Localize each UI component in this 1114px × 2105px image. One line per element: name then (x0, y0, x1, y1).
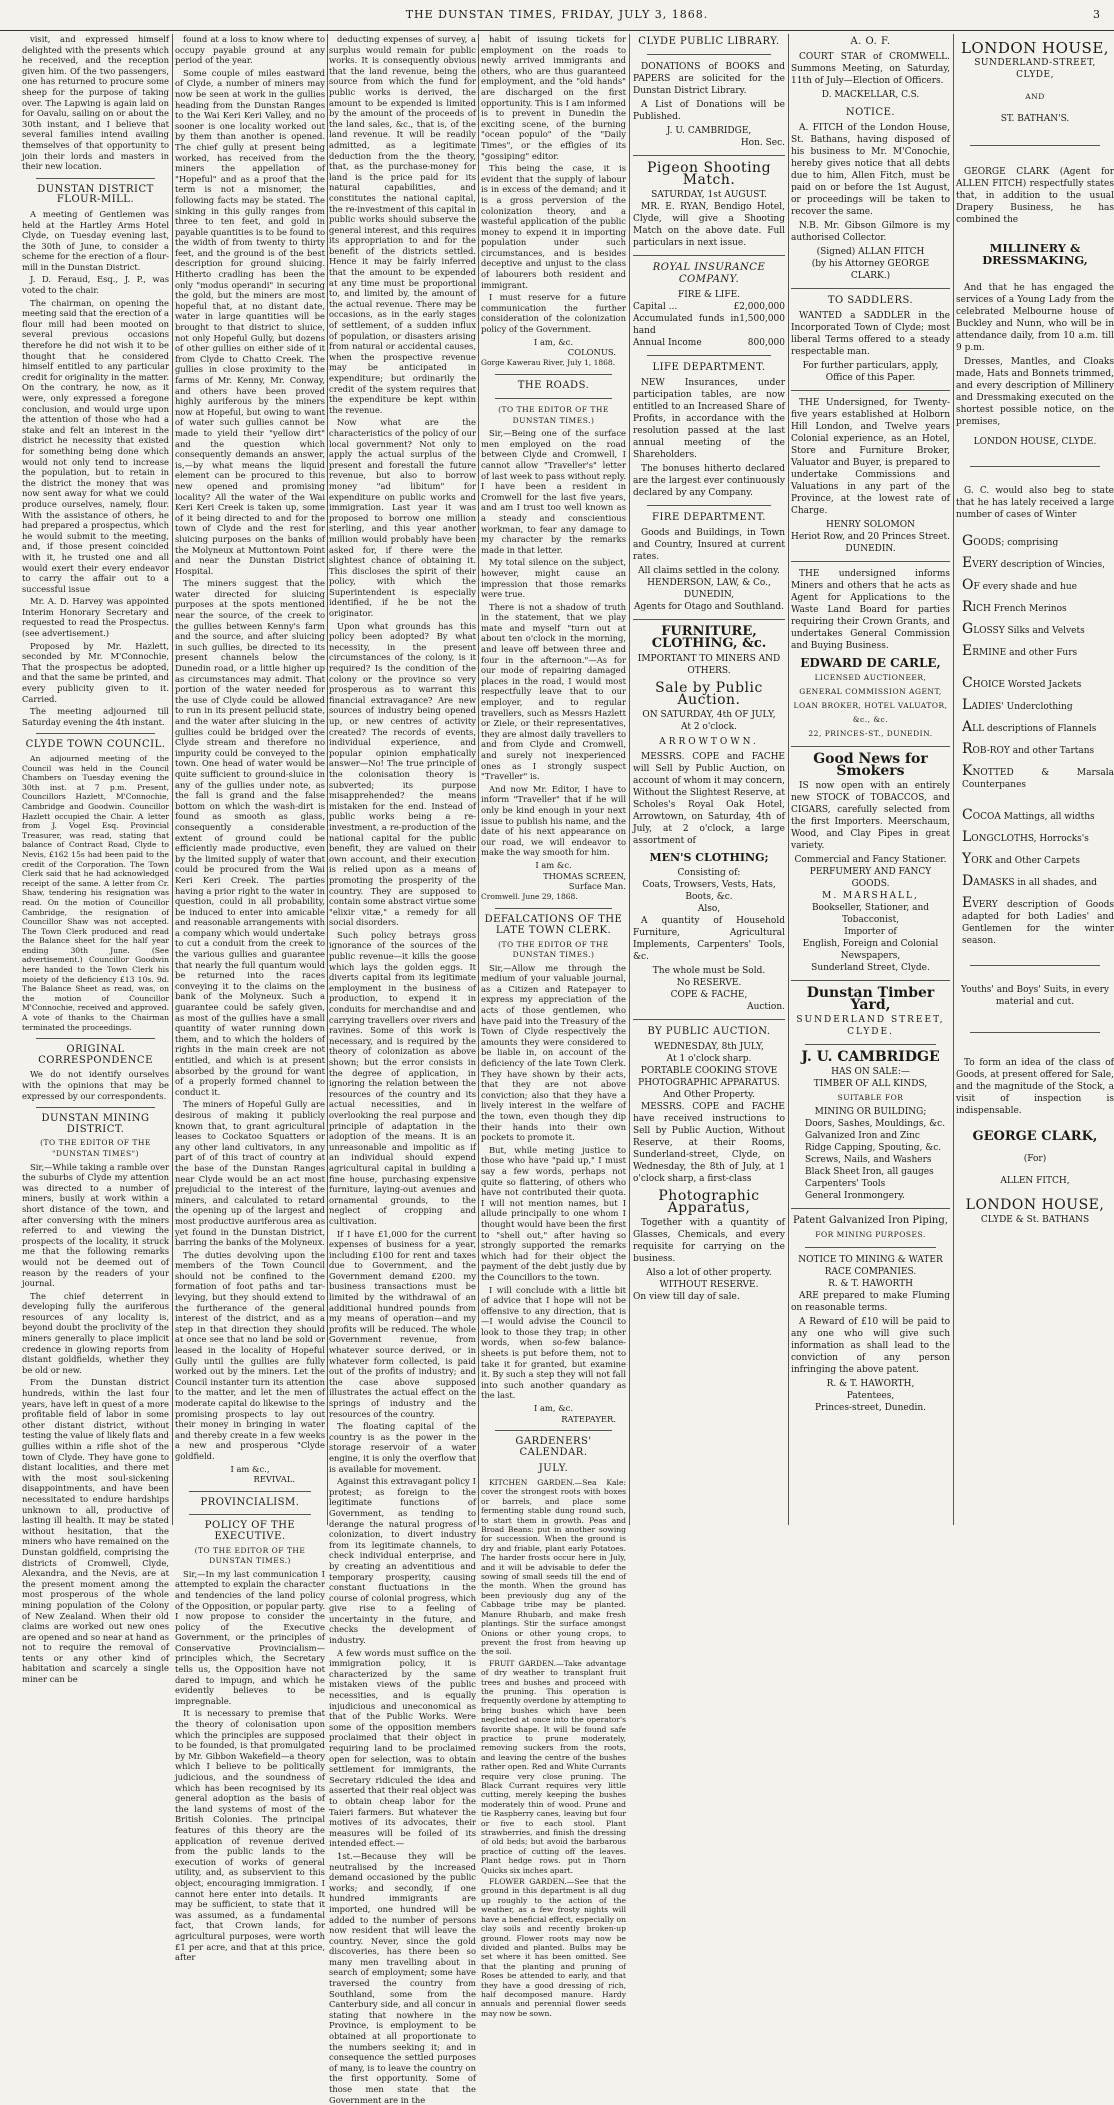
letter-text: My total silence on the subject, however, might cause an impression that those remarks were true. (481, 557, 626, 600)
letter-text: From the Dunstan district hundreds, within the last four years, have left in quest of a more profitable field of labor in some other distant district, without testing the value of likely flats and gullies within a rifle shot of the town of Clyde. They have gone to distant localities, and there met with the most soul-sickening disappointments, and have been necessitated to endure hardships unknown to all, productive of lasting ill health. It may be stated without hesitation, that the miners who have remained on the Dunstan goldfield, comprising the districts of Cromwell, Clyde, Alexandra, and the Nevis, are at the present moment among the most prosperous of the whole mining population of the Colony of New Zealand. When their old claims are worked out new ones are opened and so near at hand as not to require the removal of tents or any other kind of habitation and scarcely a single miner can be (22, 1377, 169, 1685)
ad-place: ARROWTOWN. (659, 737, 759, 747)
ad-text: THE Undersigned, for Twenty-five years established at Holborn Hill London, and Twelve years Colonial experience, as an Hotel, Store and Furniture Broker, Valuator and Buyer, is prepared to undertake Commissions and Valuations in any part of the Province, at the lowest rate of Charge. (791, 398, 950, 516)
goods-list (956, 535, 1114, 659)
ad-time: At 2 o'clock. (681, 722, 737, 732)
divider (633, 1019, 785, 1020)
table-row (633, 337, 785, 349)
list-item: Doors, Sashes, Mouldings, &c. (805, 1119, 946, 1129)
ad-heading: FIRE DEPARTMENT. (652, 512, 766, 523)
ad-text: FOR MINING PURPOSES. (815, 1230, 926, 1239)
initial: D (962, 873, 974, 889)
article-text: FLOWER GARDEN.—See that the ground in this department is all dug up roughly to the action of the weather, as a few frosty nights will have a beneficial effect, especially on clay soils and recently broken-up ground. Flower roots may now be divided and planted. Bulbs may be set where it has been omitted. See that the planting and pruning of Roses be attended to early, and that they have a good dressing of rich, half decomposed manure. Hardy annuals and perennial flower seeds may now be sown. (481, 1877, 626, 2018)
list-item (962, 601, 1114, 615)
table-row (633, 301, 785, 313)
column-divider (478, 34, 479, 1525)
letter-text: 1st.—Because they will be neutralised by the increased demand occasioned by the public works; and secondly, if one hundred immigrants are imported, one hundred will be added to the number of persons now resident that will leave the country. Never, since the gold discoveries, has there been so many men travelling about in search of employment; some have traversed the country from Southland, some from the Canterbury side, and all concur in stating that nowhere in the Province, is employment to be obtained at all proportionate to the numbers seeking it; and in consequence the settled purposes of many, is to leave the country on the first opportunity. Some of those men state that the Government are in the (329, 1850, 476, 2105)
ad-text: IS now open with an entirely new STOCK of TOBACCOS, and CIGARS, carefully selected from the first Importers. Meerschaum, Wood, and Clay Pipes in great variety. (791, 781, 950, 851)
letter-signature: REVIVAL. (253, 1474, 295, 1485)
letter-text: I will conclude with a little bit of advice that I hope will not be offensive to any direction, that is—I would advise the Council to look to those they trap; in other words, when so-few balance-sheets is put before them, not to take it for granted, but examine it. By such a step they will not fall into such another quandary as the last. (481, 1284, 626, 1401)
ad-text: TIMBER OF ALL KINDS, (813, 1079, 928, 1089)
ad-heading: LONDON HOUSE, (960, 39, 1110, 57)
list-item (962, 721, 1114, 735)
section-heading: ORIGINAL CORRESPONDENCE (38, 1044, 153, 1066)
row-value: 800,000 (747, 338, 785, 348)
letter-text: habit of issuing tickets for employment on the roads to newly arrived immigrants and others, who are thus guaranteed employment, and the "old hands" are discharged on the first opportunity. This is I am informed is to prevent in Dunedin the exciting scene, of the burning "ocean populo" of the "Daily Times", or the effigies of its "gossiping" editor. (481, 34, 626, 161)
ad-address: SUNDERLAND-STREET, CLYDE, (974, 58, 1096, 80)
letter-signoff: I am &c. (535, 859, 572, 870)
ad-time: At 1 o'clock sharp. (666, 1054, 752, 1064)
initial: A (962, 719, 973, 735)
letter-text: The duties devolving upon the members of the Town Council should not be confined to the formation of foot paths and tar-levying, but they should extend to the furtherance of the general interest of the district, and as a step in that direction they should at once see that no land be sold or leased in the locality of Hopeful Gully until the gullies are fully worked out by the miners. Let the Council instanter turn its attention to the matter, and let the men of moderate capital do likewise to the promising prospects to lay out their money in bringing in water and thereby create in a few weeks a new and prosperous "Clyde goldfield. (175, 1249, 325, 1461)
letter-text: I must reserve for a future communication the further consideration of the colonization policy of the Government. (481, 292, 626, 335)
list-item (962, 897, 1114, 947)
divider (805, 1247, 936, 1248)
ad-text: Importer of (844, 927, 897, 937)
letter-text: A few words must suffice on the immigration policy, it is characterized by the same mistaken views of the public necessities, and is equally injudicious and uneconomical as that of the Public Works. Were some of the opposition members proclaimed that their object in requiring land to be proclaimed open for selection, was to obtain settlement for immigrants, the Secretary ridiculed the idea and asserted that their real object was to obtain cheap labor for the Taieri farmers. But whatever the motives of its advocates, their measures will be foiled of its intended effect.— (329, 1647, 476, 1849)
ad-heading: Dunstan Timber Yard, (806, 985, 935, 1013)
divider (495, 374, 612, 375)
ad-heading: Sale by Public Auction. (655, 680, 763, 708)
editor-address: (TO THE EDITOR OF THE DUNSTAN TIMES.) (194, 1545, 306, 1566)
letter-signature: RATEPAYER. (561, 1413, 616, 1424)
ad-date: ON SATURDAY, 4th OF JULY, (642, 710, 776, 720)
initial: Y (962, 851, 972, 867)
letter-text: Sir,—Being one of the surface men employed on the road between Clyde and Cromwell, I cannot allow "Traveller's" letter of last week to pass without reply. I have been a resident in Cromwell for the last five years, and am I trust too well known as a steady and conscientious workman, to fear any damage to my character by the remarks made in that letter. (481, 428, 626, 555)
initial: G (962, 621, 974, 637)
ad-text: MINING OR BUILDING; (814, 1107, 927, 1117)
article-heading: PROVINCIALISM. (200, 1496, 300, 1508)
ad-text: SUITABLE FOR (837, 1093, 904, 1102)
ad-heading: BY PUBLIC AUCTION. (647, 1026, 771, 1037)
ad-text: G. C. would also beg to state that he has lately received a large number of cases of Winter (956, 486, 1114, 520)
ad-text: Bookseller, Stationer, and Tobacconist, (811, 903, 930, 925)
initial: C (962, 675, 973, 691)
list-item (962, 623, 1114, 637)
divider (970, 145, 1100, 146)
article-text: Proposed by Mr. Hazlett, seconded by Mr. M'Connochie, That the prospectus be adopted, and that the same be printed, and every publicity given to it. Carried. (22, 640, 169, 704)
item-text: OB-ROY and other Tartans (972, 746, 1095, 756)
ad-text: Commercial and Fancy Stationer. (794, 855, 947, 865)
ad-text: MR. E. RYAN, Bendigo Hotel, Clyde, will give a Shooting Match on the above date. Full particulars in next issue. (633, 202, 785, 248)
ad-subheading: FIRE & LIFE. (677, 290, 741, 300)
ad-text: N.B. Mr. Gibson Gilmore is my authorised Collector. (791, 221, 950, 243)
ad-heading: Patent Galvanized Iron Piping, (793, 1215, 948, 1226)
divider (791, 1208, 950, 1209)
divider (970, 965, 1100, 966)
newspaper-masthead: THE DUNSTAN TIMES, FRIDAY, JULY 3, 1868. (405, 8, 709, 21)
list-item (962, 875, 1114, 889)
item-text: LOSSY Silks and Velvets (973, 626, 1085, 636)
letter-text: This being the case, it is evident that the supply of labour is in excess of the demand; and it is a gross perversion of the colonization theory, and a wasteful application of the public money to expend it in importing population under such circumstances, and is besides deceptive and unjust to the class of labourers both resident and immigrant. (481, 163, 626, 290)
ad-address: 22, PRINCES-ST., DUNEDIN. (808, 729, 933, 738)
divider (36, 733, 155, 734)
ad-text: The whole must be Sold. (652, 966, 766, 976)
letter-text: If I have £1,000 for the current expenses of business for a year, including £100 for rent and taxes due to Government, and the Government demand £200. my business transactions must be limited by the withdrawal of an additional hundred pounds from my means of operation—and my profits will be reduced. The whole Government revenue, from whatever source derived, or in whatever form collected, is paid out of the profits of industry; and the case above supposed illustrates the actual effect on the springs of industry and the resources of the country. (329, 1228, 476, 1419)
item-text: ONGCLOTHS, Horrocks's (971, 834, 1089, 844)
ad-text: WITHOUT RESERVE. (659, 1280, 759, 1290)
ad-text: NEW Insurances, under participation tables, are now entitled to an Increased Share of Profits, in accordance with the resolution passed at the last annual meeting of the Shareholders. (633, 378, 785, 460)
editor-address: (TO THE EDITOR OF THE "DUNSTAN TIMES") (40, 1138, 151, 1158)
ad-address: Heriot Row, and 20 Princes Street. (791, 532, 950, 542)
initial: K (962, 763, 973, 779)
ad-agent: DUNEDIN, (683, 590, 735, 600)
ad-heading: J. U. CAMBRIDGE (801, 1049, 940, 1065)
letter-text: Sir,—While taking a ramble over the suburbs of Clyde my attention was directed to a number of miners, busily at work within a short distance of the town, and after conversing with the miners referred to and viewing the prospects of the locality, it struck me that the following remarks would not be deemed out of reason by the readers of your journal. (22, 1161, 169, 1289)
letter-text: Such policy betrays gross ignorance of the sources of the public revenue—it kills the goose which lays the golden eggs. It diverts capital from its legitimate employment in the business of production, to expend it in conduits for merchandise and and carrying travellers over rivers and ravines. Some of this work is necessary, and is required by the theory of colonization as above shown; but the error consists in the degree of application, in ignoring the relation between the resources of the country and its actual necessities, and in overlooking the real purpose and principle of adaptation in the adoption of the means. It is an unreasonable and impolitic as if an individual should expend agricultural capital in building a fine house, purchasing expensive furniture, laying-out avenues and ornamental grounds, to the neglect of cropping and cultivation. (329, 929, 476, 1226)
list-item (962, 579, 1114, 593)
ad-text: And Other Property. (663, 1090, 755, 1100)
ad-text: Coats, Trowsers, Vests, Hats, Boots, &c. (642, 880, 776, 902)
article-text: visit, and expressed himself delighted with the presents which he received, and the reception given him. Of the two passengers, one has returned to procure some sheep for the purpose of taking over. The Lapwing is again laid on for Oavalu, sailing on or about the 30th instant, and I believe that several families intend availing themselves of that opportunity to join their lords and masters in their new location. (22, 34, 169, 172)
table-row (633, 313, 785, 337)
divider (36, 1038, 155, 1039)
article-text: A meeting of Gentlemen was held at the Hartley Arms Hotel Clyde, on Tuesday evening last, the 30th of June, to consider a scheme for the erection of a flour-mill in the Dunstan District. (22, 208, 169, 272)
ad-signature-title: Hon. Sec. (740, 138, 785, 148)
list-item (962, 809, 1114, 823)
list-item (962, 699, 1114, 713)
ad-signature: M. MARSHALL, (822, 891, 919, 901)
divider (495, 1430, 612, 1431)
row-value: 1,500,000 (739, 314, 785, 324)
letter-text: deducting expenses of survey, a surplus would remain for public works. It is consequently obvious that the land revenue, being the source from which the fund for public works is derived, the amount to be expended is limited by the amount of the proceeds of the land sales, &c., that is, of the land revenue. It will be readily admitted, as a legitimate deduction from the the theory, that, as the purchase-money for land is the price paid for its natural capabilities, and constitutes the national capital, the re-investment of this capital in public works should subserve the general interest, and this requires its appropriation to and for the benefit of the districts settled. Hence it may be fairly inferred that the amount to be expended at any time must be proportional to, and limited by, the amount of the actual revenue. There may be occasions, as in the early stages of settlement, of a sudden influx of population, or disasters arising from natural or accidental causes, when the prospective revenue may be anticipated in expenditure; but ordinarily the credit of the system requires that the expenditure be kept within the revenue. (329, 34, 476, 415)
ad-text: English, Foreign and Colonial Newspapers, (802, 939, 939, 961)
divider (647, 54, 771, 55)
list-item (962, 677, 1114, 691)
divider (647, 505, 771, 506)
divider (791, 390, 950, 391)
item-text: VERY description of Wincies, (972, 560, 1105, 570)
letter-heading: THE ROADS. (517, 380, 590, 392)
editor-address: (TO THE EDITOR OF THE DUNSTAN TIMES.) (498, 405, 609, 425)
letter-text: Some couple of miles eastward of Clyde, a number of miners may now be seen at work in the gullies heading from the Dunstan Ranges to the Wai Keri Keri Valley, and no sooner is one locality worked out by them than another is opened. The chief gully at present being worked, has received from the miners the appellation of "Hopeful" and as a proof that the term is not a misnomer, the following facts may be stated. The sinking in this gully ranges from three to ten feet, and gold in payable quantities is to be found to the width of from twenty to thirty feet, and the ground is of the best description for ground sluicing. Hitherto cradling has been the only "modus operandi" in securing the gold, but the miners are most hopeful that, at no distant date, water in large quantities will be brought to that district to sluice, not only Hopeful Gully, but dozens of other gullies on either side of it from Clyde to Chatto Creek. The gullies in close proximity to the farms of Mr. Kenny, Mr. Conway, and others have been proved highly auriferous by the miners now at Hopeful, but owing to want of water such gullies cannot be made to yield their "yellow dirt" and the question which consequently demands an answer, is,—by what means the liquid element can be procured to this new opened and promising locality? All the water of the Wai Keri Keri Creek is taken up, some of it being directed to and for the town of Clyde and the rest for sluicing purposes on the banks of the Molyneux at Muttontown Point and near the Dunstan District Hospital. (175, 67, 325, 576)
page-number: 3 (1093, 8, 1100, 21)
list-item: Carpenters' Tools (805, 1179, 886, 1189)
article-heading: GARDENERS' CALENDAR. (515, 1436, 592, 1458)
letter-text: Sir,—Allow me through the medium of your valuable journal, as a Citizen and Ratepayer to express my appreciation of the acts of those gentlemen, who have paid into the Treasury of the Town of Clyde respectively the amounts they were considered to be liable in, on account of the deficiency of the late Town Clerk. They have shown by their acts, that they are not above conviction; also that they have a lively interest in the welfare of the town, even though they dip their hands into their own pockets to promote it. (481, 962, 626, 1143)
ad-heading: EDWARD DE CARLE, (800, 656, 941, 670)
ad-agent: HENDERSON, LAW, & Co., (647, 578, 771, 588)
ad-text: AND (1025, 92, 1045, 101)
ad-signature: (by his Attorney GEORGE CLARK.) (811, 259, 930, 281)
divider (189, 1514, 311, 1515)
letter-text: But, while meting justice to those who have "paid up," I must say a few words, perhaps not quite so flattering, of others who have not contributed their quota. I will not mention names, but I allude principally to one whom I thought would have been the first to "shell out," after having so strongly supported the remarks which had for their object the payment of the debt justly due by the Councillors to the town. (481, 1144, 626, 1282)
letter-signature: COLONUS. (567, 347, 616, 358)
list-item: Galvanized Iron and Zinc (805, 1131, 920, 1141)
item-text: ADIES' Underclothing (971, 702, 1073, 712)
letter-signature-title: Surface Man. (568, 881, 626, 892)
initial: E (962, 555, 973, 571)
row-label: Accumulated funds in hand (633, 314, 740, 336)
item-text: NOTTED & Marsala Counterpanes (962, 768, 1114, 790)
ad-heading: Photographic Apparatus, (658, 1188, 760, 1216)
ad-agent: Agents for Otago and Southland. (633, 602, 785, 612)
ad-subheading: IMPORTANT TO MINERS AND OTHERS. (637, 654, 781, 676)
ad-address: CLYDE & St. BATHANS (980, 1215, 1090, 1225)
initial: E (962, 895, 973, 911)
divider (495, 908, 612, 909)
letter-text: Upon what grounds has this policy been adopted? By what necessity, in the present circumstances of the colony, is it required? Is the condition of the colony or the province so very prosperous as to warrant this financial extravagance? Are new sources of industry being opened up, or new centres of activity created? The records of events, individual experience, and popular opinion emphatically answer—No! The true principle of the colonisation theory is subverted; its purpose misapprehended? the means mistaken for the end. Instead of public works being a re-investment, a re-production of the national capital for the public benefit, they are valued on their own account, and their execution is relied upon as a means of promoting the prosperity of the country. They are supposed to contain some abstract virtue some "elixir vitæ," a remedy for all social disorders. (329, 620, 476, 928)
ad-text: LICENSED AUCTIONEER, (814, 673, 927, 682)
ad-address: Sunderland Street, Clyde. (811, 963, 930, 973)
divider (189, 1491, 311, 1492)
ad-text: MESSRS. COPE and FACHE have received instructions to Sell by Public Auction, Without Reserve, at their Rooms, Sunderland-street, Clyde, on Wednesday, the 8th of July, at 1 o'clock sharp, a first-class (633, 1102, 785, 1184)
initial: L (962, 829, 972, 845)
ad-heading: NOTICE TO MINING & WATER RACE COMPANIES. (798, 1255, 943, 1277)
letter-heading: DUNSTAN MINING DISTRICT. (41, 1113, 150, 1135)
ad-text: A quantity of Household Furniture, Agricultural Implements, Carpenters' Tools, &c. (633, 916, 785, 962)
column-7 (956, 34, 1114, 1525)
list-item (962, 535, 1114, 549)
ad-text: GENERAL COMMISSION AGENT, (799, 687, 942, 696)
ad-text: COURT STAR of CROMWELL. Summons Meeting, on Saturday, 11th of July—Election of Officers. (791, 52, 950, 86)
letter-signoff: I am &c., (230, 1463, 270, 1474)
divider (633, 619, 785, 620)
list-item: Screws, Nails, and Washers (805, 1155, 932, 1165)
ad-text: No RESERVE. (676, 978, 742, 988)
editor-address: (TO THE EDITOR OF THE DUNSTAN TIMES.) (498, 939, 609, 960)
ad-text: THE undersigned informs Miners and others that he acts as Agent for Applications to the Waste Land Board for parties requiring their Crown Grants, and undertakes General Commission and Buying Business. (791, 569, 950, 651)
ad-text: Also a lot of other property. (646, 1268, 772, 1278)
divider (36, 1107, 155, 1108)
ad-heading: Pigeon Shooting Match. (646, 160, 772, 188)
article-text: J. D. Feraud, Esq., J. P., was voted to the chair. (22, 274, 169, 296)
column-6 (791, 34, 950, 1525)
ad-address: ST. BATHAN'S. (1000, 114, 1070, 124)
article-heading: POLICY OF THE EXECUTIVE. (204, 1520, 296, 1542)
letter-text: Now what are the characteristics of the policy of our local government? Not only to apply the actual surplus of the present and forestall the future revenue, but also to borrow money "ad libitum" for expenditure on public works and immigration. Last year it was proposed to borrow one million sterling, and this year another million would probably have been asked for, if there were the slightest chance of obtaining it. This discloses the spirit of their policy, with which the Superintendent is especially identified, if he be not the originator. (329, 417, 476, 619)
ad-signature: J. U. CAMBRIDGE, (666, 126, 752, 136)
item-text: HOICE Worsted Jackets (972, 680, 1082, 690)
ad-text: (For) (1023, 1154, 1047, 1164)
letter-text: found at a loss to know where to occupy payable ground at any period of the year. (175, 34, 325, 66)
row-value: £2,000,000 (733, 302, 785, 312)
divider (647, 355, 771, 356)
ad-address: SUNDERLAND STREET, (796, 1015, 945, 1025)
ad-heading: CLYDE PUBLIC LIBRARY. (638, 36, 780, 47)
letter-text: The chief deterrent in developing fully the auriferous resources of any locality is, beyond doubt the proclivity of the miners generally to place implicit credence in glowing reports from distant goldfields, whether they be old or new. (22, 1290, 169, 1375)
letter-text: The floating capital of the country is as the power in the storage reservoir of a water engine, it is only the overflow that is available for movement. (329, 1421, 476, 1474)
divider (633, 155, 785, 156)
disclaimer-text: We do not identify ourselves with the opinions that may be expressed by our correspondents. (22, 1069, 169, 1101)
ad-heading: NOTICE. (845, 107, 896, 118)
article-text: The chairman, on opening the meeting said that the erection of a flour mill had been mooted on several previous occasions therefore he did not wish it to be thought that he considered himself entitled to any particular credit for originality in the matter. On the contrary, he now, as it were, only expressed a foregone conclusion, and would urge upon the attention of those who had a stake and felt an interest in the district he necessity that existed for something being done which would not only tend to increase the population, but to retain in the district the money that was now sent away for what we could produce ourselves, namely, flour. With the assistance of others, he had prepared a prospectus, which he would submit to the meeting, and, if those present coincided with it, he trusted one and all would exert their every endeavor to carry the affair out to a successful issue (22, 297, 170, 594)
ad-text: Together with a quantity of Glasses, Chemicals, and every requisite for carrying on the business. (633, 1218, 785, 1264)
ad-text: To form an idea of the class of Goods, at present offered for Sale, and the magnitude of the Stock, a visit of inspection is indispensable. (956, 1058, 1114, 1116)
initial: O (962, 577, 974, 593)
ad-text: Goods and Buildings, in Town and Country, Insured at current rates. (633, 528, 785, 562)
letter-text: The miners suggest that the water directed for sluicing purposes at the spots mentioned near the source, of the creek to the gullies between Kenny's farm and the source, and after sluicing in such gullies, be directed to its present channels below the Dunedin road, or a little higher up as circumstances may admit. That portion of the water needed for the use of Clyde could be allowed to run in its present pellucid state, and the water after sluicing in the gullies could be bridged over the Clyde stream and therefore no impurity could be conveyed to the town. One head of water would be quite sufficient to ground-sluice in any of the gullies under note, as the fall is grand and the false bottom on which the wash-dirt is found as smooth as glass, consequently a considerable extent of ground could be efficiently made productive, even by the limited supply of water that could be procured from the Wai Keri Keri Creek. The parties having a prior right to the water in question, could in all probability, be induced to enter into amicable and reasonable arrangements with a company which would undertake to cut a conduit from the creek to the various gullies and guarantee that nearly the full quantum would be returned into the races conveying it to the claims on the bank of the Molyneux. Such a guarantee could be safely given, as most of the gullies have a small quantity of water running down them, and to which the holders of rights in the main creek are not entitled, and which is at present absorbed by the ground for want of a properly formed channel to conduct it. (175, 578, 325, 1097)
ad-heading: A. O. F. (850, 36, 891, 47)
ad-subheading: HAS ON SALE:— (831, 1067, 910, 1077)
cocoa-list (956, 809, 1114, 947)
item-text: VERY description of Goods adapted for both Ladies' and Gentlemen for the winter season. (962, 900, 1114, 946)
ad-heading: MEN'S CLOTHING; (649, 851, 769, 864)
letter-text: It is necessary to premise that the theory of colonisation upon which the principles are supposed to be founded, is that promulgated by Mr. Gibbon Wakefield—a theory which I believe to be politically judicious, and the soundness of which has been recognised by its general adoption as the basis of the land systems of most of the British Colonies. The principal features of this theory are the application of revenue derived from the public lands to the execution of works of general utility, and, as subservient to this object, encouraging immigration. I cannot here enter into details. It may be sufficient, to state that it was assumed, as a fundamental fact, that Crown lands, for agricultural purposes, were worth £1 per acre, and that at this price, after (175, 1708, 325, 1963)
initial: R (962, 741, 973, 757)
ad-date: SATURDAY, 1st AUGUST. (651, 190, 767, 200)
divider (970, 1032, 1100, 1033)
column-4 (481, 34, 626, 2018)
initial: L (962, 697, 972, 713)
ad-text: For further particulars, apply, Office of this Paper. (802, 361, 939, 383)
ad-signature: HENRY SOLOMON (826, 520, 915, 530)
column-divider (953, 34, 954, 1525)
ad-subheading: PORTABLE COOKING STOVE (640, 1066, 778, 1076)
ad-text: A Reward of £10 will be paid to any one who will give such information as shall lead to the conviction of any person infringing the above patent. (791, 1317, 950, 1375)
ad-text: Consisting of: (677, 868, 741, 878)
page-header (0, 0, 1114, 31)
ad-text: WANTED a SADDLER in the Incorporated Town of Clyde; most liberal Terms offered to a steady respectable man. (791, 311, 950, 357)
column-divider (788, 34, 789, 1525)
ad-heading: LONDON HOUSE, (965, 1197, 1105, 1213)
list-item: General Ironmongery. (805, 1191, 906, 1201)
article-text: FRUIT GARDEN.—Take advantage of dry weather to transplant fruit trees and bushes and proceed with the pruning. This operation is frequently overdone by attempting to bring bushes which have been neglected at once into the operator's favorite shape. It will be found safe practice to prune moderately, removing suckers from the roots, and leaving the centre of the bushes rather open. Red and White Currants require very close pruning. The Black Currant requires very little cutting, merely keeping the bushes moderately thin of wood. Prune and tie Raspberry canes, leaving but four or five to each stool. Plant strawberries, and finish the dressing of old beds; but avoid the barbarous practice of cutting off the leaves. Plant hedge rows. put in Thorn Quicks six inches apart. (481, 1658, 626, 1875)
column-1 (22, 34, 170, 1685)
ad-text: DONATIONS of BOOKS and PAPERS are solicited for the Dunstan District Library. (633, 62, 785, 96)
ad-text: The bonuses hitherto declared are the largest ever continuously declared by any Company. (633, 464, 785, 498)
divider (791, 746, 950, 747)
ad-text: Youths' and Boys' Suits, in every material and cut. (960, 985, 1110, 1007)
column-3 (329, 34, 476, 2105)
letter-signature: THOMAS SCREEN, (543, 870, 626, 881)
ad-text: MESSRS. COPE and FACHE will Sell by Public Auction, on account of whom it may concern, Without the Slightest Reserve, at Scholes's Royal Oak Hotel, Arrowtown, on Saturday, 4th of July, at 2 o'clock, a large assortment of (633, 752, 785, 846)
column-divider (172, 34, 173, 1525)
column-divider (327, 34, 328, 1525)
item-text: ICH French Merinos (972, 604, 1067, 614)
ad-address: DUNEDIN. (845, 544, 896, 554)
ad-text: Dresses, Mantles, and Cloaks made, Hats and Bonnets trimmed, and every description of Millinery and Dressmaking executed on the shortest possible notice, on the premises, (956, 357, 1114, 427)
list-item (962, 765, 1114, 791)
letter-place: Gorge Kawerau River, July 1, 1868. (481, 357, 616, 367)
ad-address: Princes-street, Dunedin. (814, 1403, 927, 1413)
ad-address: CLYDE. (847, 1027, 894, 1037)
ad-heading: ROYAL INSURANCE COMPANY. (652, 262, 766, 285)
item-text: ORK and Other Carpets (971, 856, 1080, 866)
insurance-table (633, 301, 785, 349)
ad-signature: R. & T. HAWORTH, (826, 1379, 915, 1389)
article-subheading: JULY. (538, 1463, 569, 1475)
letter-text: There is not a shadow of truth in the statement, that we play mate and myself "turn out at about ten o'clock in the morning, and leave off between three and four in the afternoon."—As for our mode of repairing damaged places in the road, I would most respectfully leave that to our employer, and to regular travellers, such as Messrs Hazlett or Ziele, or their representatives, they are almost daily travellers to and from Clyde and Cromwell, and surely not inexperienced ones as I strongly suspect "Traveller" is. (481, 601, 626, 782)
list-item (962, 645, 1114, 659)
ad-signature: R. & T. HAWORTH (828, 1279, 913, 1289)
ad-address: LONDON HOUSE, CLYDE. (973, 437, 1097, 447)
list-item (962, 831, 1114, 845)
letter-heading: DEFALCATIONS OF THE LATE TOWN CLERK. (484, 914, 623, 936)
letter-text: And now Mr. Editor, I have to inform "Traveller" that if he will only be kind enough in your next issue to publish his name, and the date of his next appearance on our road, we will endeavor to make the way smooth for him. (481, 783, 626, 858)
ad-text: And that he has engaged the services of a Young Lady from the celebrated Melbourne house of Buckley and Nunn, who will be in attendance daily, from 10 a.m. till 9 p.m. (956, 283, 1114, 353)
article-text: Mr. A. D. Harvey was appointed Interim Honorary Secretary and requested to read the Prospectus. (see advertisement.) (22, 596, 169, 639)
timber-list (805, 1118, 950, 1202)
row-label: Capital ... (633, 302, 678, 312)
divider (970, 466, 1100, 467)
letter-signoff: I am, &c. (533, 1403, 574, 1414)
initial: C (962, 807, 973, 823)
ad-text: Also, (697, 904, 721, 914)
ad-heading: MILLINERY & DRESSMAKING, (982, 241, 1088, 267)
divider (633, 255, 785, 256)
ad-text: All claims settled in the colony. (638, 566, 780, 576)
ad-text: GEORGE CLARK (Agent for ALLEN FITCH) respectfully states that, in addition to the usual Drapery Business, he has combined the (956, 167, 1114, 225)
ad-text: ALLEN FITCH, (1000, 1176, 1070, 1186)
ad-date: WEDNESDAY, 8th JULY, (654, 1042, 764, 1052)
ad-heading: TO SADDLERS. (827, 295, 914, 306)
ad-signature-title: Patentees, (846, 1391, 895, 1401)
article-text: An adjourned meeting of the Council was held in the Council Chambers on Tuesday evening the 30th inst. at 7 p.m. Present, Councillors Hazlett, M'Connochie, Cambridge and Goodwin. Councillor Hazlett occupied the Chair. A letter from J. Vogel Esq. Provincial Treasurer, was read, stating that balance of Contract Road, Clyde to Nevis, £162 15s had been paid to the credit of the Corporation. The Town Clerk said that he had acknowledged receipt of the same. A letter from Cr. Shaw, tendering his resignation was read. On the motion of Councillor Cambridge, the resignation of Councillor Shaw was not accepted. The Town Clerk produced and read the Balance sheet for the half year ending 30th June. (See advertisement.) Councillor Goodwin here handed to the Town Clerk his moiety of the deficiency £13 10s. 9d. The Balance Sheet as read, was, on the motion of Councillor M'Connochie, received and approved. A vote of thanks to the Chairman terminated the proceedings. (22, 754, 169, 1032)
row-label: Annual Income (633, 338, 702, 348)
letter-signoff: I am, &c. (533, 336, 574, 347)
list-item (962, 557, 1114, 571)
ad-subheading: PHOTOGRAPHIC APPARATUS. (638, 1078, 780, 1088)
ad-signature: D. MACKELLAR, C.S. (821, 90, 920, 100)
ad-signature: (Signed) ALLAN FITCH (816, 247, 925, 257)
ad-text: A List of Donations will be Published. (633, 100, 785, 122)
item-text: OODS; comprising (973, 538, 1059, 548)
ad-heading: GEORGE CLARK, (972, 1129, 1098, 1144)
ad-text: On view till day of sale. (633, 1292, 740, 1302)
item-text: RMINE and other Furs (972, 648, 1078, 658)
ad-subheading: PERFUMERY AND FANCY GOODS. (809, 867, 932, 889)
initial: G (962, 533, 974, 549)
list-item (962, 743, 1114, 757)
ad-text: ARE prepared to make Fluming on reasonable terms. (791, 1291, 950, 1313)
letter-text: Against this extravagant policy I protest; as foreign to the legitimate functions of Government, as tending to derange the natural progress of colonization, to divert industry from its legitimate channels, to check individual enterprise, and by creating an adventitious and temporary prosperity, causing constant fluctuations in the course of colonial progress, which give rise to a feeling of uncertainty in the future, and checks the development of industry. (329, 1476, 476, 1646)
ad-text: LOAN BROKER, HOTEL VALUATOR, (793, 701, 948, 710)
item-text: F every shade and hue (973, 582, 1078, 592)
column-2 (175, 34, 325, 1963)
column-5 (633, 34, 785, 1525)
ad-heading: LIFE DEPARTMENT. (652, 362, 766, 373)
choice-list (956, 677, 1114, 791)
initial: R (962, 599, 973, 615)
ad-text: A. FITCH of the London House, St. Bathans, having disposed of his business to Mr. M'Conochie, hereby gives notice that all debts due to him, Allen Fitch, must be paid on or before the 1st August, or proceedings will be taken to recover the same. (791, 123, 950, 217)
divider (791, 561, 950, 562)
ad-signature: COPE & FACHE, (670, 990, 748, 1000)
article-text: The meeting adjourned till Saturday evening the 4th instant. (22, 706, 169, 727)
divider (791, 980, 950, 981)
ad-heading: Good News for Smokers (813, 751, 928, 779)
letter-text: The miners of Hopeful Gully are desirous of making it publicly known that, to grant agricultural leases to Cockatoo Squatters or any other land cultivators, in any part of of this tract of country at the base of the Dunstan Ranges near Clyde would be an act most prejudicial to the interest of the miners, and calculated to retard the opening up of the largest and most productive auriferous area as yet found in the Dunstan District, barring the banks of the Molyneux. (175, 1099, 325, 1248)
item-text: OCOA Mattings, all widths (972, 812, 1095, 822)
article-text: KITCHEN GARDEN.—Sea Kale: cover the strongest roots with boxes or barrels, and place some fermenting stable dung round such, to start them in growth. Peas and Broad Beans: put in another sowing for succession. When the ground is dry and friable, plant early Potatoes. The harder frosts occur here in July, and it will be advisable to defer the sowing of small seeds till the end of the month. When the ground has been previously dug any of the Cabbage tribe may be planted. Manure Rhubarb, and make fresh plantings. Stir the surface amongst Onions or other young crops, to prevent the frost from heaving up the soil. (481, 1478, 626, 1657)
divider (791, 288, 950, 289)
divider (495, 398, 612, 399)
list-item: Ridge Capping, Spouting, &c. (805, 1143, 942, 1153)
divider (805, 1044, 936, 1045)
ad-signature-title: Auction. (747, 1002, 785, 1012)
letter-text: Sir,—In my last communication I attempted to explain the character and tendencies of the land policy of the Opposition, or popular party. I now propose to consider the policy of the Executive Government, or the principles of Conservative Provincialism—principles which, the Secretary tells us, the Opposition have not dared to impugn, and which he evidently believes to be impregnable. (175, 1568, 325, 1706)
article-heading: CLYDE TOWN COUNCIL. (25, 739, 166, 751)
list-item (962, 853, 1114, 867)
article-heading: DUNSTAN DISTRICT FLOUR-MILL. (37, 183, 154, 206)
column-divider (629, 34, 630, 1525)
letter-place: Cromwell. June 29, 1868. (481, 891, 578, 901)
list-item: Black Sheet Iron, all gauges (805, 1167, 934, 1177)
item-text: LL descriptions of Flannels (972, 724, 1097, 734)
item-text: AMASKS in all shades, and (973, 878, 1098, 888)
initial: E (962, 643, 973, 659)
divider (36, 178, 155, 179)
ad-text: &c., &c. (852, 715, 889, 724)
ad-heading: FURNITURE, CLOTHING, &c. (651, 624, 767, 651)
